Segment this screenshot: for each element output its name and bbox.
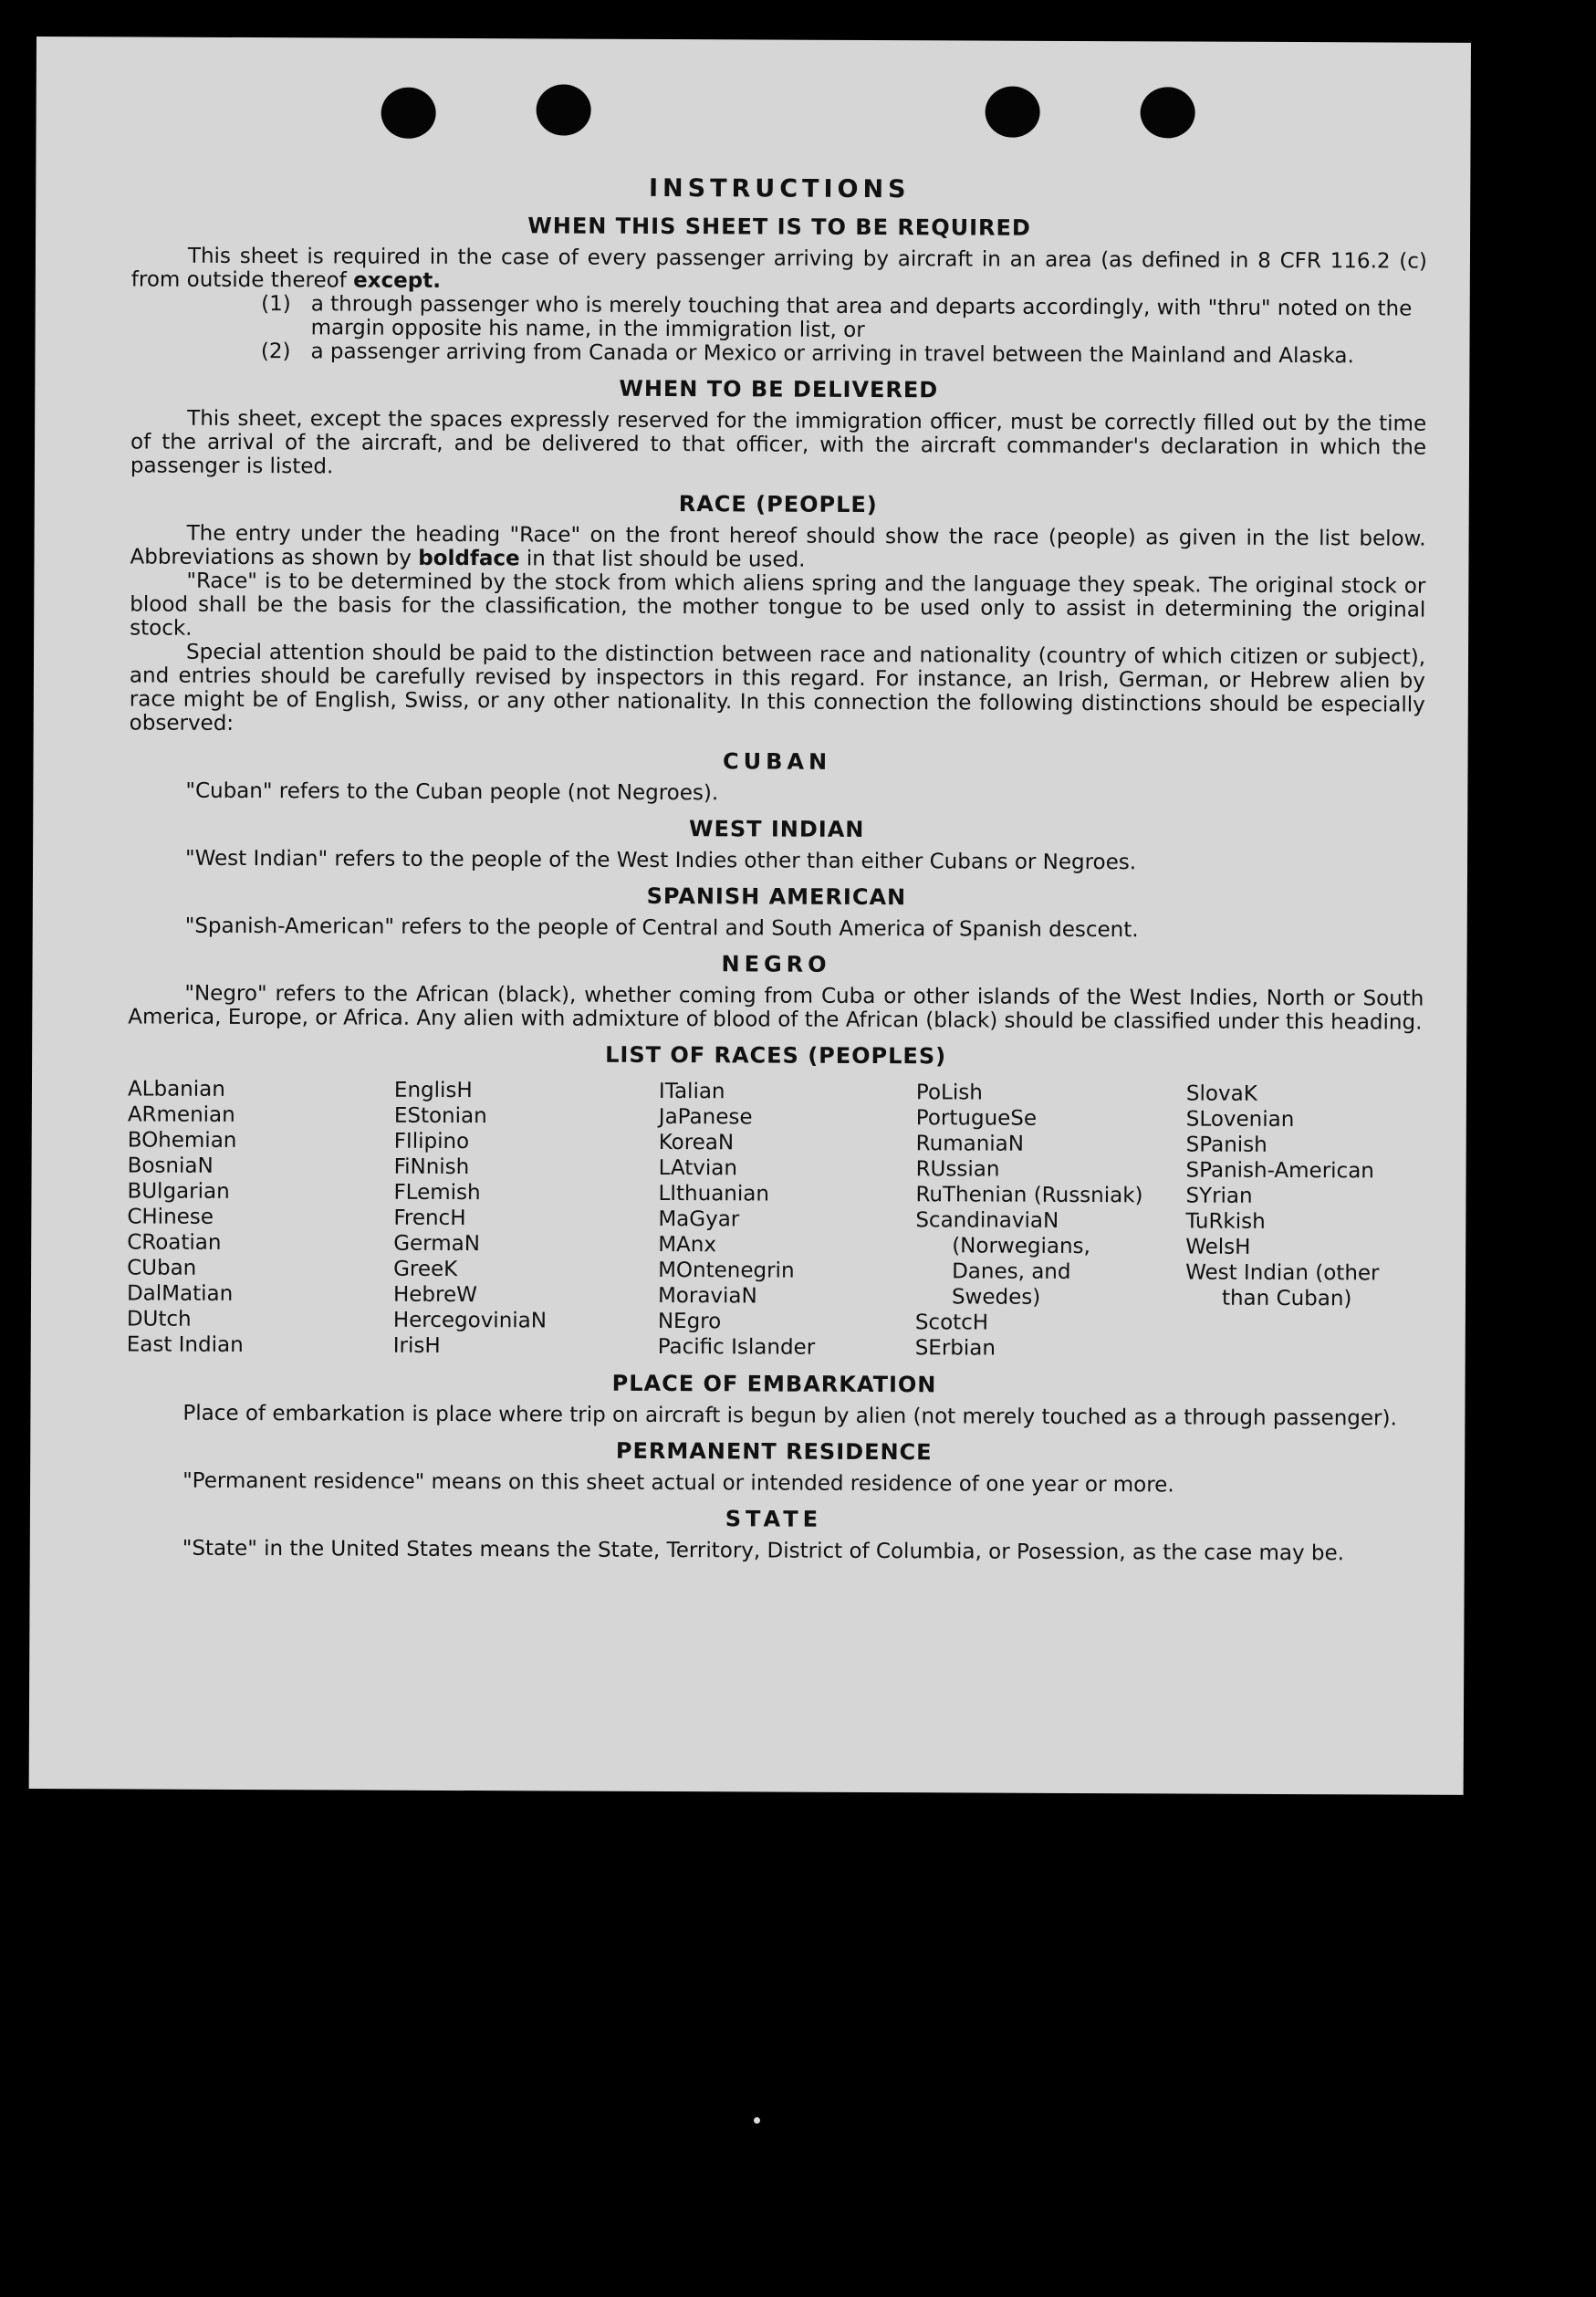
race-item: PortugueSe bbox=[915, 1106, 1038, 1131]
residence-text: "Permanent residence" means on this sheet actual or intended residence of one year or more. bbox=[183, 1468, 1174, 1498]
spanish-american-text: "Spanish-American" refers to the people of Central and South America of Spanish descent. bbox=[184, 914, 1139, 943]
race-item: MOntenegrin bbox=[658, 1258, 795, 1283]
races-column-4 bbox=[915, 1080, 1186, 1362]
race-item: DalMatian bbox=[126, 1281, 234, 1306]
section-heading-residence: PERMANENT RESIDENCE bbox=[615, 1437, 933, 1466]
race-item: HercegoviniaN bbox=[392, 1308, 548, 1333]
punch-hole bbox=[381, 88, 436, 139]
race-item: NEgro bbox=[657, 1309, 722, 1334]
race-item: FIlipino bbox=[393, 1129, 470, 1154]
race-item: MaGyar bbox=[658, 1206, 740, 1232]
race-paragraph-3: Special attention should be paid to the distinction between race and nationality (country of which citizen or subject), and entries should be carefully revised by inspectors in this regard. For instance, an Irish, German, or Hebrew alien by race might be of English, Swiss, or any other nationality. In this connection the following distinctions should be especially observed: bbox=[129, 640, 1426, 736]
section-heading-west-indian: WEST INDIAN bbox=[688, 816, 865, 842]
race-item: GreeK bbox=[393, 1257, 458, 1282]
race-item: DUtch bbox=[126, 1307, 192, 1331]
race-item: SPanish bbox=[1185, 1133, 1267, 1157]
race-item: SPanish-American bbox=[1185, 1158, 1374, 1184]
race-item: IrisH bbox=[392, 1333, 441, 1358]
race-item: HebreW bbox=[392, 1282, 477, 1308]
race-item: BosniaN bbox=[127, 1154, 214, 1178]
race-item: PoLish bbox=[915, 1081, 983, 1105]
race-item: SLovenian bbox=[1185, 1107, 1295, 1133]
race-item: BOhemian bbox=[127, 1128, 237, 1153]
races-column-1 bbox=[127, 1076, 394, 1358]
race-paragraph-1 bbox=[130, 521, 1425, 574]
race-item: BUlgarian bbox=[127, 1179, 230, 1204]
punch-hole bbox=[537, 84, 591, 135]
race-item: GermaN bbox=[393, 1231, 481, 1257]
race-item: Danes, and bbox=[952, 1259, 1071, 1284]
required-intro-except: except. bbox=[353, 268, 442, 293]
section-heading-delivered: WHEN TO BE DELIVERED bbox=[619, 375, 939, 403]
section-heading-spanish-american: SPANISH AMERICAN bbox=[646, 882, 907, 911]
race-item: ARmenian bbox=[127, 1102, 235, 1127]
punch-hole bbox=[986, 87, 1040, 138]
exception-item-1 bbox=[131, 291, 1427, 344]
section-heading-list-of-races: LIST OF RACES (PEOPLES) bbox=[605, 1041, 947, 1070]
section-heading-race: RACE (PEOPLE) bbox=[678, 491, 878, 518]
race-item: than Cuban) bbox=[1221, 1286, 1352, 1311]
races-column-2 bbox=[393, 1078, 659, 1360]
section-heading-cuban: CUBAN bbox=[722, 748, 832, 775]
race-item: SlovaK bbox=[1185, 1081, 1257, 1106]
race-item: SErbian bbox=[914, 1336, 996, 1361]
required-intro bbox=[131, 244, 1427, 297]
exception-number: (1) bbox=[261, 292, 291, 317]
race-item: RUssian bbox=[915, 1157, 1000, 1182]
required-intro-text: This sheet is required in the case of every passenger arriving by aircraft in an area (as defined in 8 CFR 116.2 (c) from outside thereof bbox=[130, 244, 1427, 293]
race-item: RumaniaN bbox=[915, 1132, 1025, 1156]
race-p1-bold: boldface bbox=[418, 546, 520, 571]
race-item: FLemish bbox=[393, 1180, 481, 1206]
race-item: Pacific Islander bbox=[657, 1334, 816, 1360]
section-heading-state: STATE bbox=[725, 1506, 823, 1532]
west-indian-text: "West Indian" refers to the people of the West Indies other than either Cubans or Negroes. bbox=[185, 846, 1137, 875]
state-text: "State" in the United States means the State, Territory, District of Columbia, or Posession, as the case may be. bbox=[182, 1536, 1345, 1566]
race-item: (Norwegians, bbox=[952, 1234, 1090, 1259]
race-item: LAtvian bbox=[658, 1155, 738, 1181]
delivered-text: This sheet, except the spaces expressly reserved for the immigration officer, must be correctly filled out by the time of the arrival of the aircraft, and be delivered to that officer, with the aircraft commander's declaration in which the passenger is listed. bbox=[130, 406, 1427, 479]
exception-item-2 bbox=[130, 339, 1426, 368]
cuban-text: "Cuban" refers to the Cuban people (not Negroes). bbox=[185, 778, 719, 806]
race-item: KoreaN bbox=[658, 1130, 735, 1155]
embarkation-text: Place of embarkation is place where trip on aircraft is begun by alien (not merely touched as a through passenger). bbox=[183, 1401, 1397, 1431]
races-list bbox=[127, 1076, 1424, 1363]
race-item: MoraviaN bbox=[657, 1283, 757, 1309]
races-column-5 bbox=[1185, 1081, 1424, 1363]
instruction-sheet bbox=[29, 37, 1471, 1795]
exception-number: (2) bbox=[260, 339, 291, 364]
section-heading-negro: NEGRO bbox=[721, 951, 831, 977]
race-item: EStonian bbox=[393, 1103, 487, 1129]
exception-text: a passenger arriving from Canada or Mexico or arriving in travel between the Mainland and Alaska. bbox=[310, 339, 1354, 369]
exception-text: a through passenger who is merely touching that area and departs accordingly, with "thru" noted on the margin opposite his name, in the immigration list, or bbox=[310, 292, 1413, 342]
race-paragraph-2: "Race" is to be determined by the stock from which aliens spring and the language they speak. The original stock or blood shall be the basis for the classification, the mother tongue to be used only to assist in determining the original stock. bbox=[130, 569, 1426, 641]
section-heading-required: WHEN THIS SHEET IS TO BE REQUIRED bbox=[527, 213, 1031, 241]
race-item: Swedes) bbox=[951, 1285, 1041, 1310]
negro-text: "Negro" refers to the African (black), whether coming from Cuba or other islands of the West Indies, North or South America, Europe, or Africa. Any alien with admixture of blood of the African (black) should be classified under this heading. bbox=[128, 981, 1424, 1035]
race-p1-end: in that list should be used. bbox=[519, 547, 806, 572]
race-item: WelsH bbox=[1185, 1235, 1251, 1259]
race-item: MAnx bbox=[658, 1232, 717, 1258]
race-item: ScandinaviaN bbox=[915, 1208, 1059, 1233]
race-item: TuRkish bbox=[1185, 1209, 1266, 1234]
race-item: EnglisH bbox=[393, 1078, 473, 1103]
race-item: West Indian (other bbox=[1185, 1260, 1380, 1286]
race-item: RuThenian (Russniak) bbox=[915, 1183, 1143, 1208]
punch-hole bbox=[1141, 87, 1195, 138]
race-item: ScotcH bbox=[914, 1310, 989, 1335]
race-item: CHinese bbox=[127, 1205, 214, 1229]
race-item: CRoatian bbox=[127, 1230, 222, 1255]
speck bbox=[754, 2117, 760, 2124]
race-item: ALbanian bbox=[127, 1077, 225, 1102]
document-body bbox=[126, 172, 1428, 1565]
race-p1-text: The entry under the heading "Race" on the front hereof should show the race (people) as given in the list below. Abbreviations as shown by bbox=[130, 521, 1426, 570]
race-item: JaPanese bbox=[658, 1104, 753, 1130]
race-item: LIthuanian bbox=[658, 1181, 770, 1206]
page-title: INSTRUCTIONS bbox=[648, 173, 911, 204]
race-item: FiNnish bbox=[393, 1154, 470, 1180]
race-item: FrencH bbox=[393, 1206, 466, 1231]
race-item: SYrian bbox=[1185, 1184, 1253, 1208]
section-heading-embarkation: PLACE OF EMBARKATION bbox=[611, 1370, 937, 1398]
races-column-3 bbox=[658, 1079, 916, 1361]
race-item: ITalian bbox=[658, 1079, 725, 1104]
race-item: East Indian bbox=[126, 1332, 244, 1358]
race-item: CUban bbox=[127, 1256, 197, 1280]
